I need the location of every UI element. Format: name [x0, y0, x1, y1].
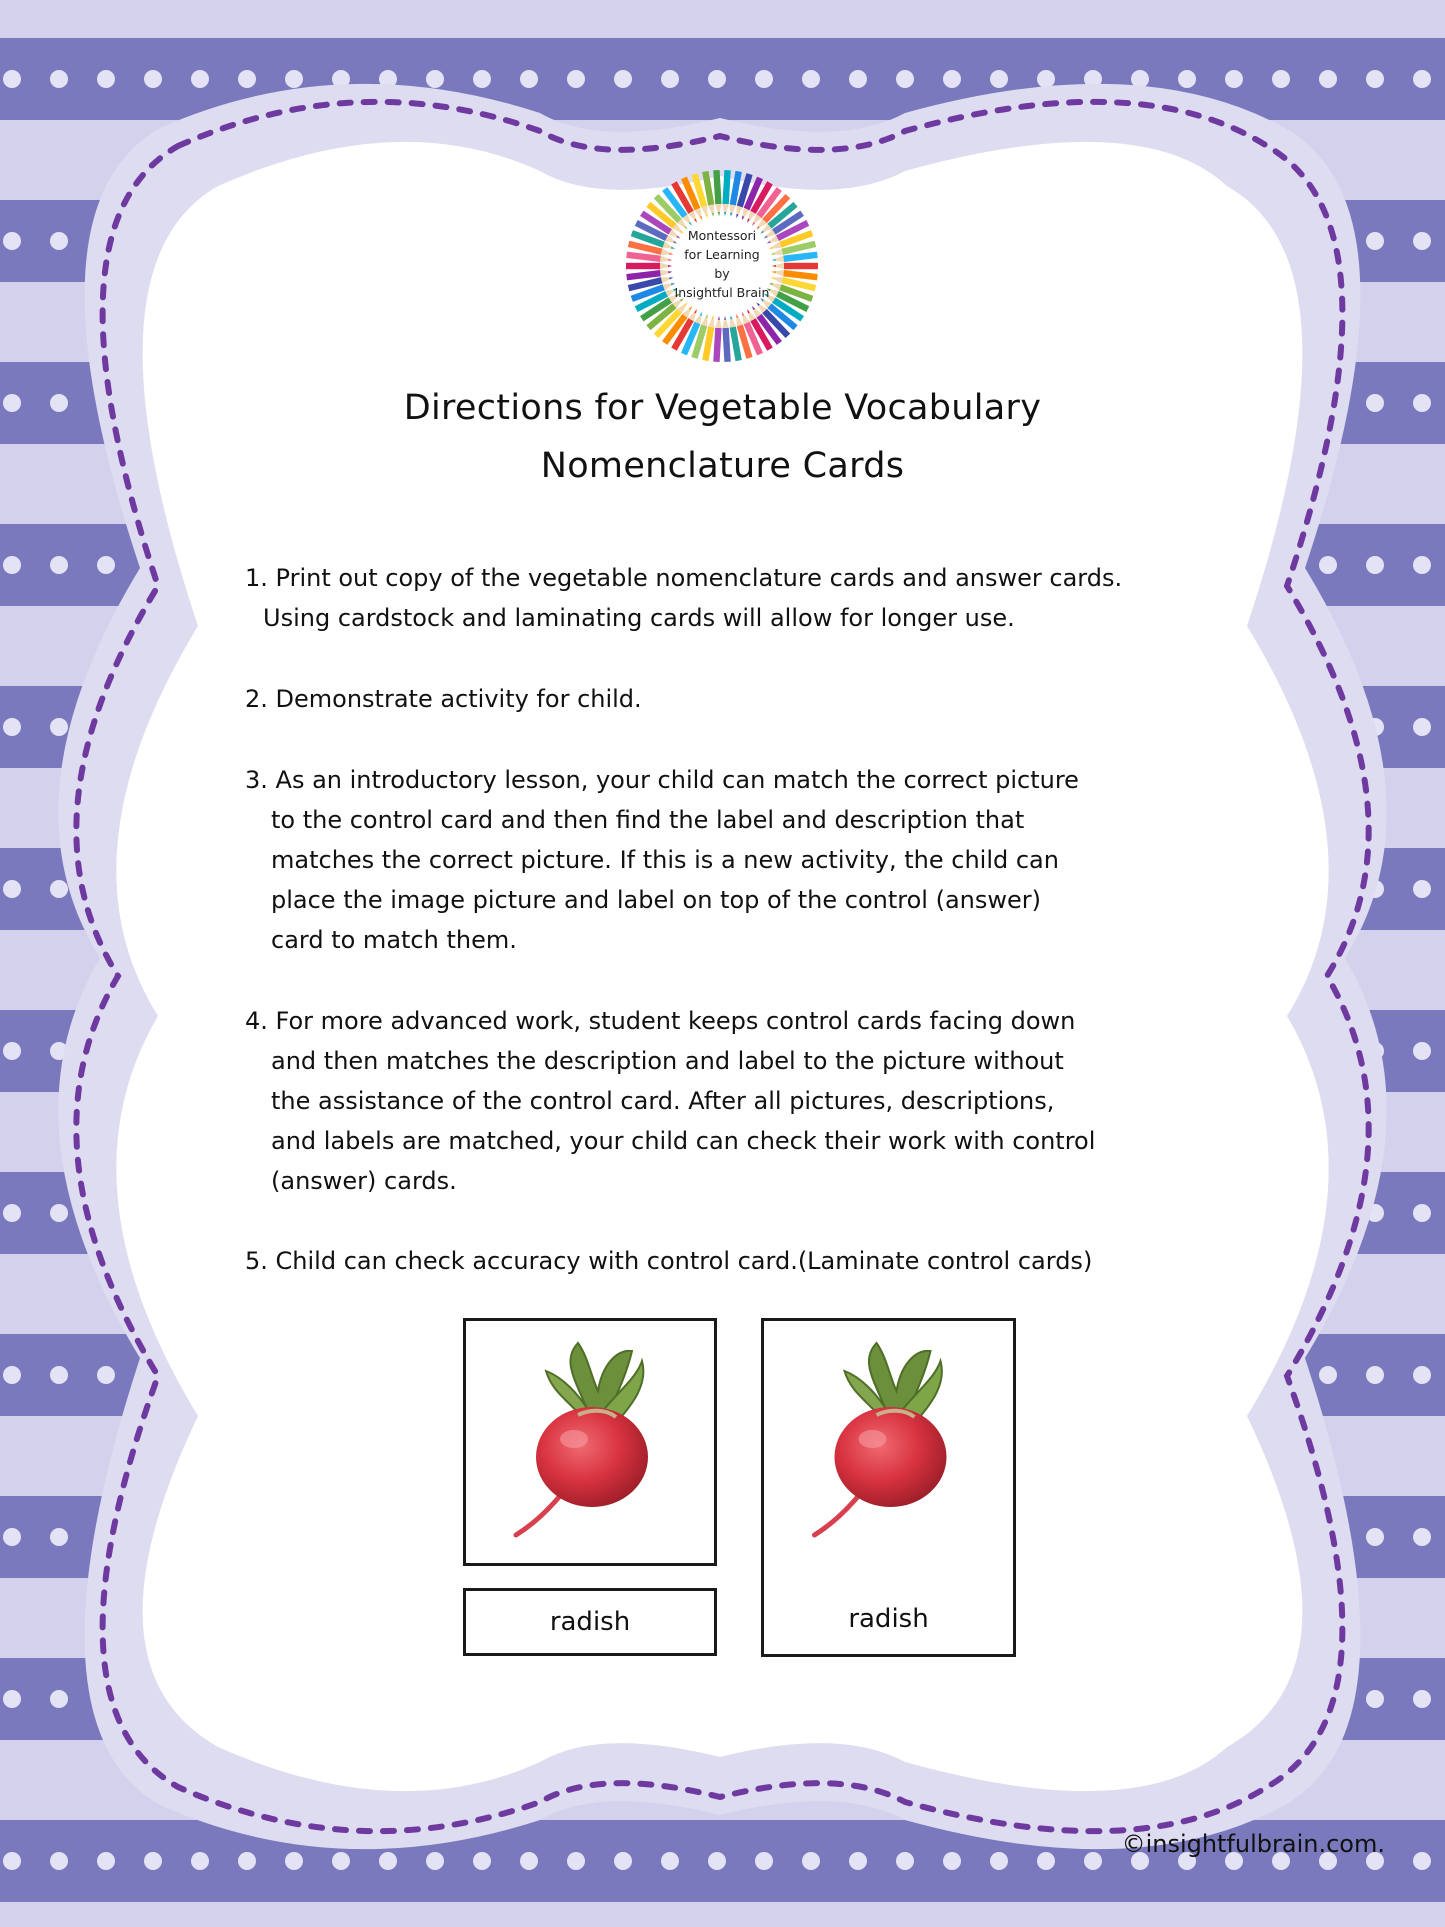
step-line: card to match them. [271, 926, 517, 954]
label-card [463, 1588, 717, 1656]
radish-icon [764, 1321, 1013, 1563]
copyright-footer: ©insightfulbrain.com. [1121, 1830, 1385, 1858]
step-line: 1. Print out copy of the vegetable nomenclature cards and answer cards. [245, 564, 1123, 592]
step-line: and then matches the description and label to the picture without [271, 1047, 1064, 1075]
logo-line: Insightful Brain [674, 285, 770, 300]
step-line: and labels are matched, your child can check their work with control [271, 1127, 1096, 1155]
step-1 [245, 558, 1145, 638]
step-line: 2. Demonstrate activity for child. [245, 685, 642, 713]
picture-card [463, 1318, 717, 1566]
control-card-label-text: radish [848, 1604, 929, 1634]
step-line: matches the correct picture. If this is a new activity, the child can [271, 846, 1059, 874]
control-card-label [764, 1589, 1013, 1649]
step-4 [245, 1001, 1145, 1201]
label-card-text: radish [549, 1607, 631, 1637]
step-3 [245, 760, 1145, 960]
logo-text [672, 226, 772, 302]
step-2 [245, 679, 1145, 719]
logo-line: Montessori [687, 228, 757, 243]
logo-line: by [714, 266, 730, 281]
step-line: 5. Child can check accuracy with control card.(Laminate control cards) [245, 1247, 1093, 1275]
step-5 [245, 1241, 1145, 1281]
step-line: 4. For more advanced work, student keeps control cards facing down [245, 1007, 1076, 1035]
step-line: Using cardstock and laminating cards will allow for longer use. [263, 604, 1015, 632]
page-title-line-1: Directions for Vegetable Vocabulary [403, 388, 1042, 428]
radish-icon [466, 1321, 714, 1563]
step-line: place the image picture and label on top of the control (answer) [271, 886, 1041, 914]
step-line: the assistance of the control card. After all pictures, descriptions, [271, 1087, 1055, 1115]
control-card [761, 1318, 1016, 1657]
step-line: (answer) cards. [271, 1167, 457, 1195]
logo-line: for Learning [684, 247, 760, 262]
page-title-line-2: Nomenclature Cards [540, 446, 905, 486]
step-line: to the control card and then find the label and description that [271, 806, 1025, 834]
step-line: 3. As an introductory lesson, your child can match the correct picture [245, 766, 1079, 794]
